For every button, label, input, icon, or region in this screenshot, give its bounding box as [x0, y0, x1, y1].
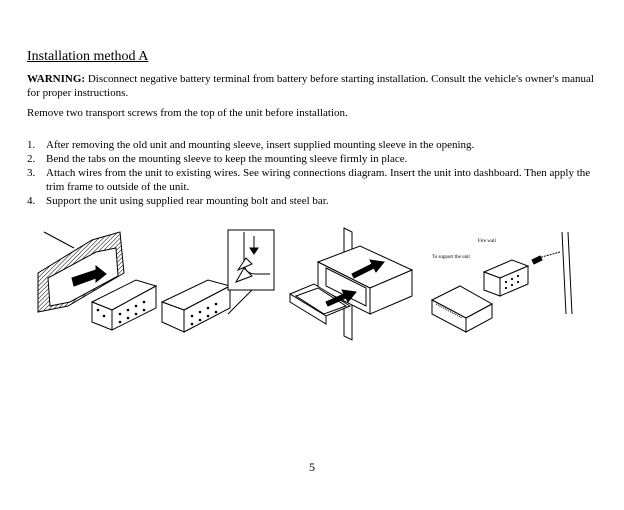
- to-support-label: To support the unit: [432, 255, 470, 260]
- figure-unit-insert: [290, 228, 412, 340]
- section-title: Installation method A: [27, 49, 149, 64]
- step-text: After removing the old unit and mounting sleeve, insert supplied mounting sleeve in the opening.: [46, 139, 475, 151]
- step-number: 4.: [27, 195, 36, 207]
- figure-mounting-sleeve: [92, 280, 156, 330]
- step-item: [27, 152, 607, 166]
- step-number: 3.: [27, 167, 36, 179]
- step-item: [27, 166, 607, 194]
- warning-text: Disconnect negative battery terminal from battery before starting installation. Consult the vehicle's owner's manual for proper instructions.: [27, 73, 594, 99]
- step-item: [27, 194, 607, 208]
- fire-wall-label: Fire wall: [478, 239, 496, 244]
- step-text: Attach wires from the unit to existing wires. See wiring connections diagram. Insert the unit into dashboard. Then apply the trim frame to outside of the unit.: [46, 167, 591, 193]
- step-text: Support the unit using supplied rear mounting bolt and steel bar.: [46, 195, 329, 207]
- warning-label: WARNING:: [27, 73, 86, 85]
- remove-screws-note: Remove two transport screws from the top of the unit before installation.: [27, 107, 348, 119]
- figure-bend-tabs: [162, 230, 274, 332]
- step-text: Bend the tabs on the mounting sleeve to keep the mounting sleeve firmly in place.: [46, 153, 408, 165]
- installation-steps: [27, 138, 607, 208]
- figure-rear-support: [432, 232, 572, 332]
- warning-paragraph: [27, 72, 602, 100]
- step-number: 1.: [27, 139, 36, 151]
- step-number: 2.: [27, 153, 36, 165]
- page-number: 5: [309, 460, 315, 474]
- step-item: [27, 138, 607, 152]
- installation-illustration: [0, 218, 624, 348]
